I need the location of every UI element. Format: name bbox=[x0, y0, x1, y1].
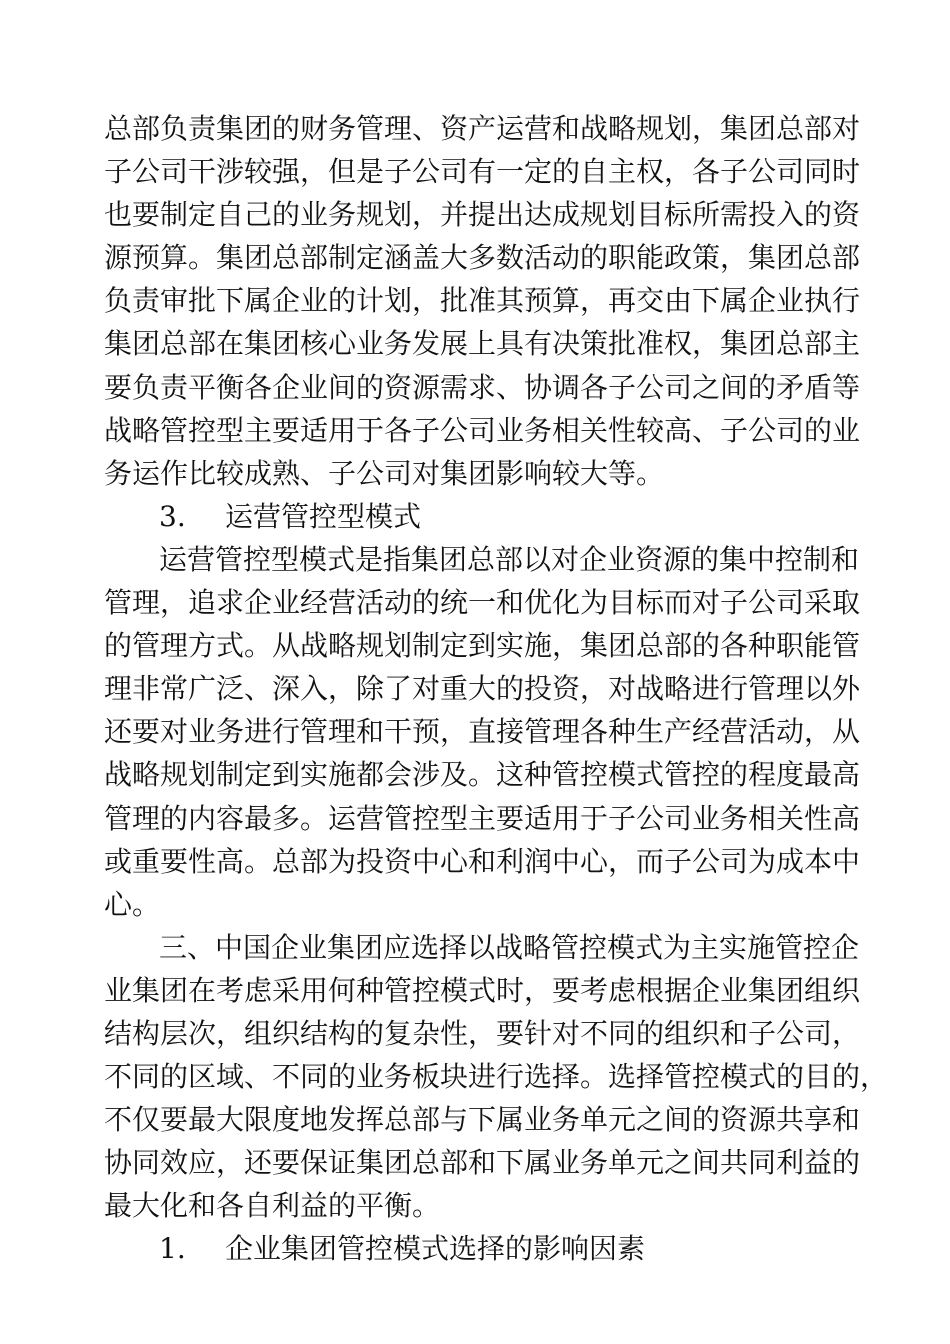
text-line: 战略规划制定到实施都会涉及。这种管控模式管控的程度最高 bbox=[104, 758, 861, 792]
text-line: 三、中国企业集团应选择以战略管控模式为主实施管控企 bbox=[159, 930, 860, 964]
text-line: 子公司干涉较强，但是子公司有一定的自主权，各子公司同时 bbox=[104, 155, 861, 189]
text-line: 或重要性高。总部为投资中心和利润中心，而子公司为成本中 bbox=[104, 844, 861, 878]
text-line: 结构层次，组织结构的复杂性，要针对不同的组织和子公司， bbox=[104, 1016, 861, 1050]
text-line: 运营管控型模式是指集团总部以对企业资源的集中控制和 bbox=[159, 542, 860, 576]
text-line: 还要对业务进行管理和干预，直接管理各种生产经营活动，从 bbox=[104, 715, 861, 749]
section-heading-1 bbox=[104, 1227, 864, 1270]
section-title: 企业集团管控模式选择的影响因素 bbox=[225, 1232, 646, 1266]
text-line: 不同的区域、不同的业务板块进行选择。选择管控模式的目的， bbox=[104, 1060, 889, 1094]
section-title: 运营管控型模式 bbox=[225, 499, 422, 533]
text-line: 集团总部在集团核心业务发展上具有决策批准权，集团总部主 bbox=[104, 327, 861, 361]
text-line: 战略管控型主要适用于各子公司业务相关性较高、子公司的业 bbox=[104, 413, 861, 447]
text-line: 负责审批下属企业的计划，批准其预算，再交由下属企业执行 bbox=[104, 284, 861, 318]
text-line: 不仅要最大限度地发挥总部与下属业务单元之间的资源共享和 bbox=[104, 1103, 861, 1137]
text-line: 最大化和各自利益的平衡。 bbox=[104, 1189, 441, 1223]
text-line: 的管理方式。从战略规划制定到实施，集团总部的各种职能管 bbox=[104, 629, 861, 663]
section-heading-3 bbox=[104, 495, 864, 538]
text-line: 总部负责集团的财务管理、资产运营和战略规划，集团总部对 bbox=[104, 112, 861, 145]
text-line: 源预算。集团总部制定涵盖大多数活动的职能政策，集团总部 bbox=[104, 241, 861, 275]
text-line: 管理，追求企业经营活动的统一和优化为目标而对子公司采取 bbox=[104, 586, 861, 620]
text-line: 理非常广泛、深入，除了对重大的投资，对战略进行管理以外 bbox=[104, 672, 861, 706]
text-line: 心。 bbox=[104, 887, 161, 921]
section-number: 3. bbox=[159, 499, 186, 533]
text-line: 务运作比较成熟、子公司对集团影响较大等。 bbox=[104, 456, 665, 490]
text-line: 管理的内容最多。运营管控型主要适用于子公司业务相关性高 bbox=[104, 801, 861, 835]
text-line: 也要制定自己的业务规划，并提出达成规划目标所需投入的资 bbox=[104, 198, 861, 232]
document-body bbox=[104, 107, 889, 1271]
text-line: 协同效应，还要保证集团总部和下属业务单元之间共同利益的 bbox=[104, 1146, 861, 1180]
section-number: 1. bbox=[159, 1232, 186, 1266]
text-line: 要负责平衡各企业间的资源需求、协调各子公司之间的矛盾等 bbox=[104, 370, 861, 404]
text-line: 业集团在考虑采用何种管控模式时，要考虑根据企业集团组织 bbox=[104, 973, 861, 1007]
